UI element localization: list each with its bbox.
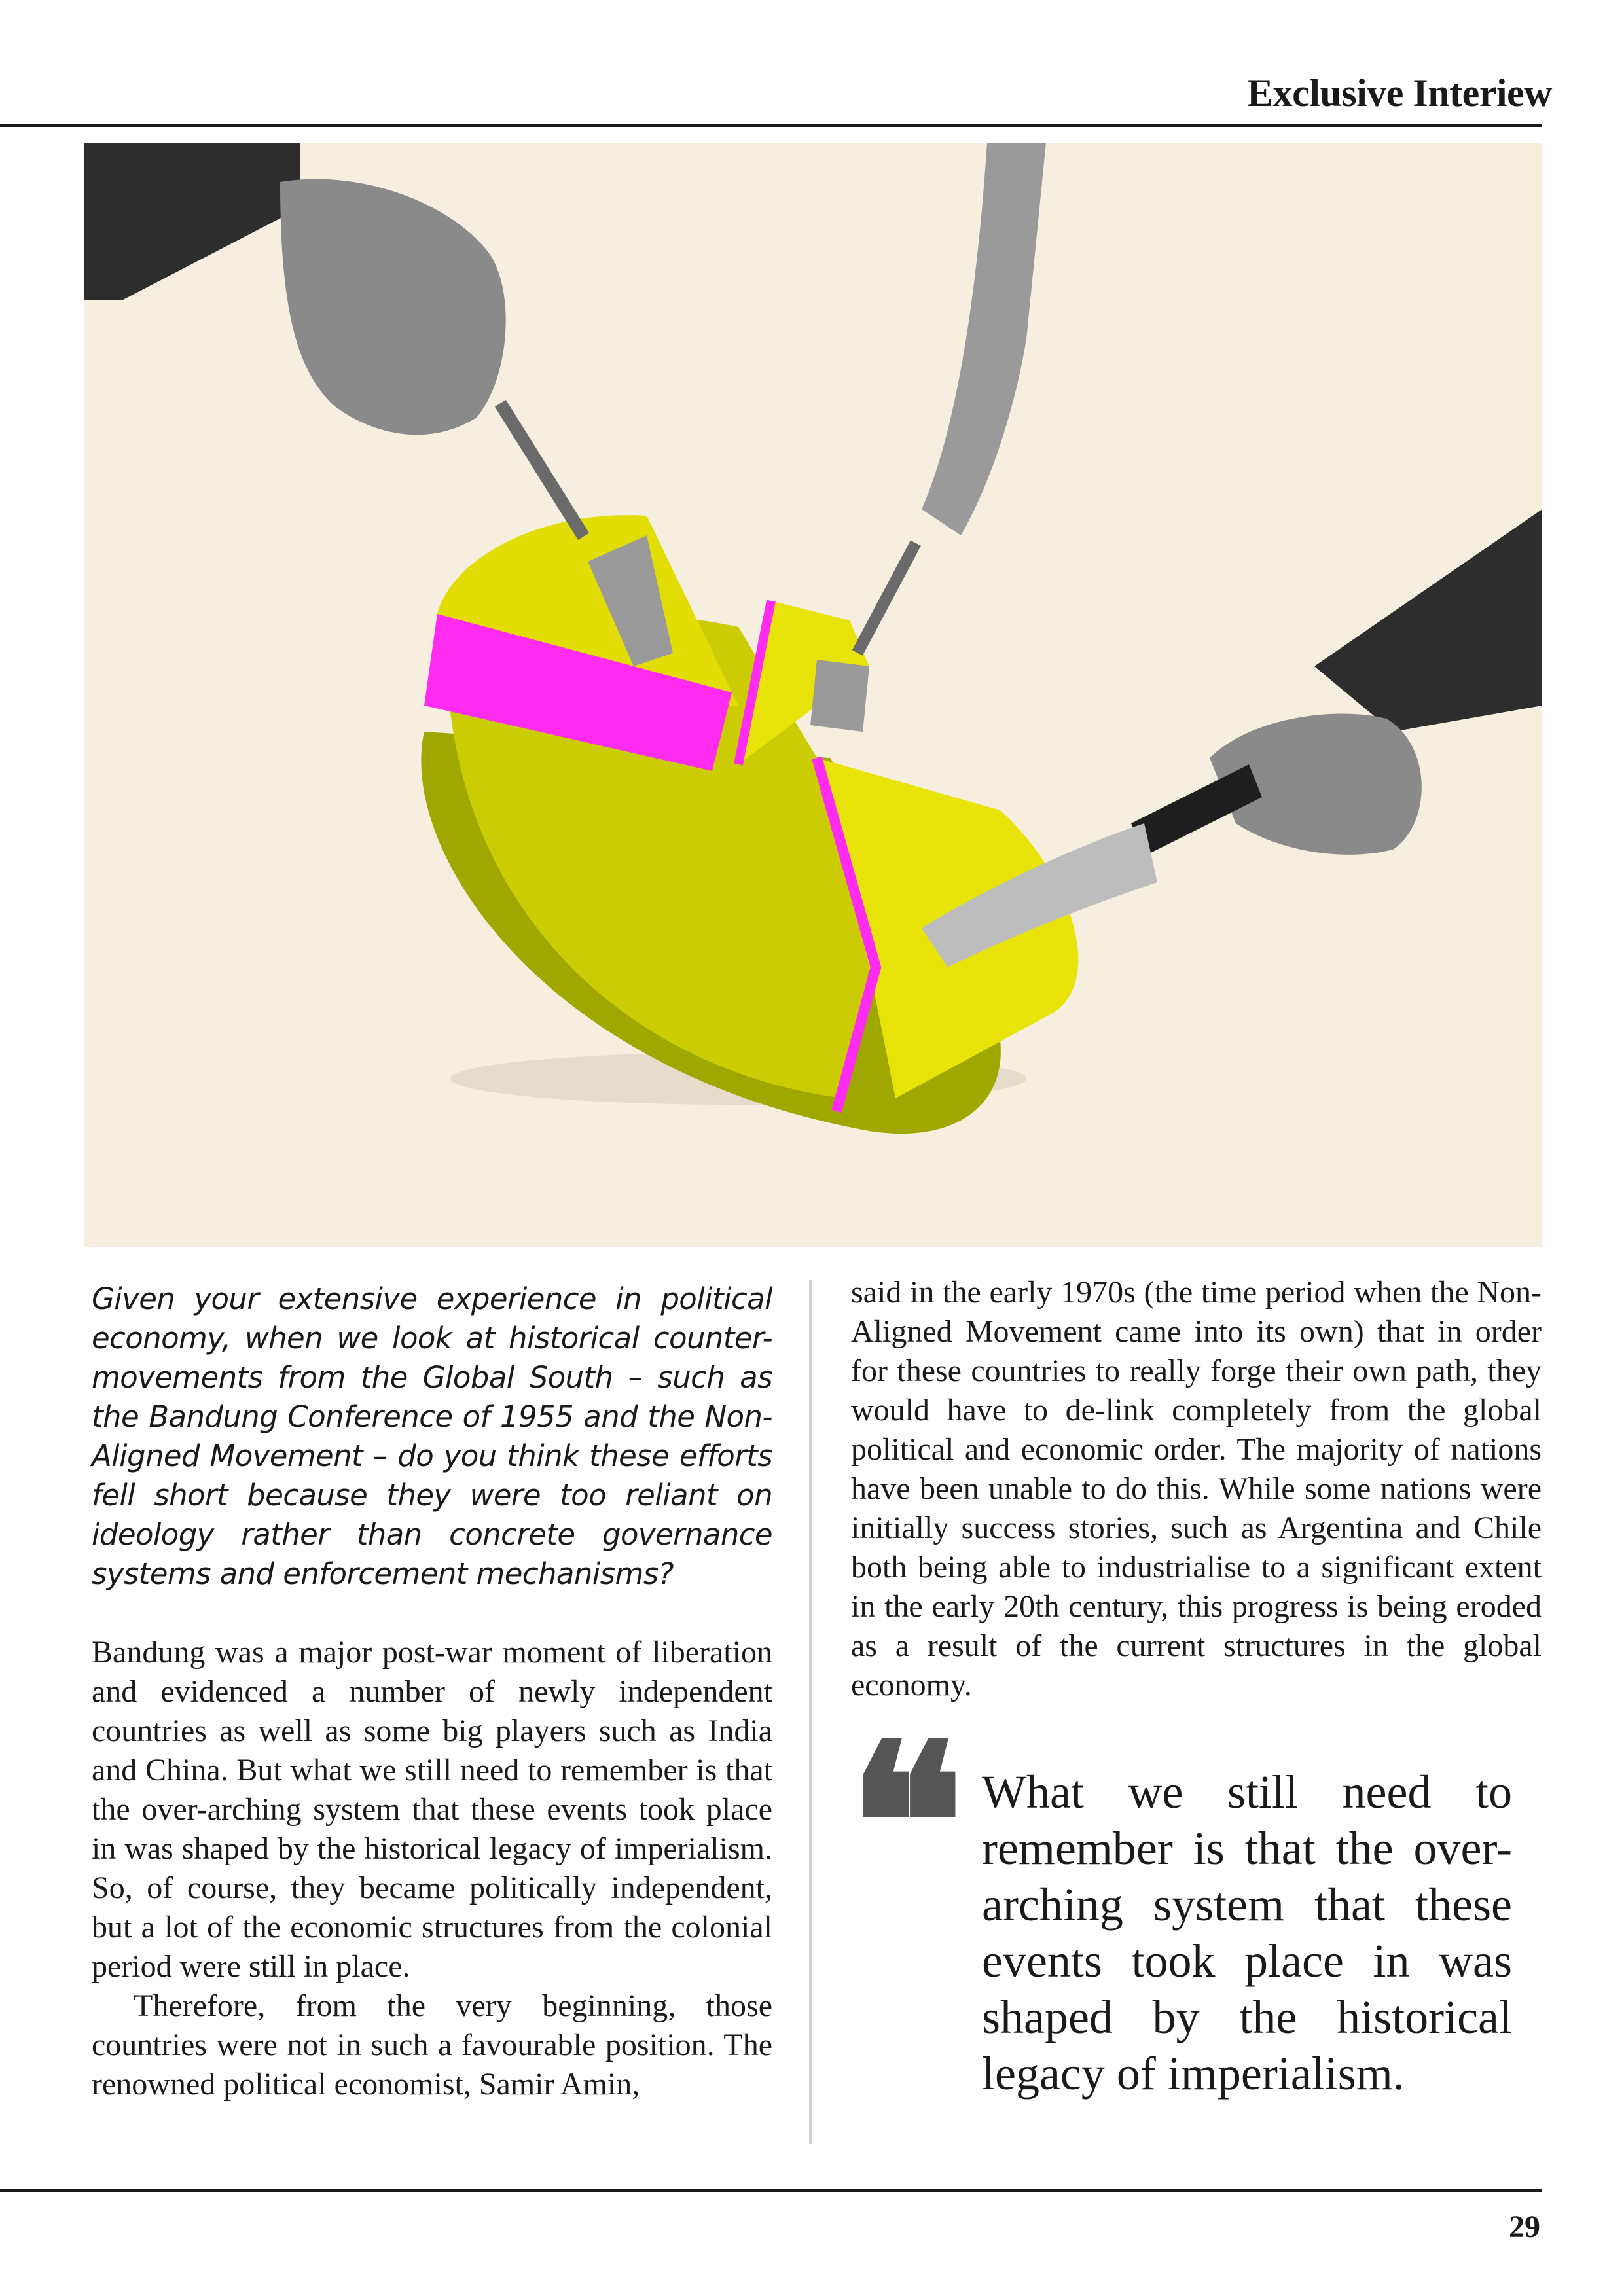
answer-paragraph: Bandung was a major post-war moment of liberation and evidenced a number of newly independent countries as well as some big players such as India and China. But what we still need to remember is that the over-arching system that these events took place in was shaped by the historical legacy of imperialism. So, of course, they became politically independent, but a lot of the economic structures from the colonial period were still in place. [92,1635,772,1984]
middle-fork-tines [810,660,869,732]
quote-mark-icon: ❝ [848,1696,965,1950]
header-rule [0,124,1542,127]
right-column [851,1273,1542,1705]
section-title: Exclusive Interiew [1247,71,1552,115]
column-divider [809,1280,812,2144]
left-column [92,1280,772,2104]
middle-fork-handle [852,540,921,655]
answer-paragraph: Therefore, from the very beginning, those countries were not in such a favourable position. The renowned political economist, Samir Amin, [92,1988,772,2102]
interview-question: Given your extensive experience in political economy, when we look at historical counter-movements from the Global South – such as the Bandung Conference of 1955 and the Non-Aligned Movement – do you think these efforts fell short because they were too reliant on ideology rather than concrete governance systems and enforcement mechanisms? [92,1282,772,1591]
pie-chart-forks-knife-illustration [84,143,1542,1247]
middle-arm [922,143,1046,535]
page-number: 29 [1509,2210,1540,2244]
right-sleeve [1314,509,1542,732]
footer-rule [0,2189,1542,2192]
answer-paragraph: said in the early 1970s (the time period when the Non-Aligned Movement came into its own) that in order for these countries to really forge their own path, they would have to de-link completely from the global political and economic order. The majority of nations have been unable to do this. While some nations were initially success stories, such as Argentina and Chile both being able to industrialise to a significant extent in the early 20th century, this progress is being eroded as a result of the current structures in the global economy. [851,1275,1542,1702]
hero-illustration [84,143,1542,1247]
left-hand [280,179,506,435]
left-sleeve [84,143,300,300]
left-fork-handle [495,400,589,540]
pull-quote: What we still need to remember is that the over-arching system that these events took place in was shaped by the historical legacy of imperialism. [982,1766,1512,2100]
